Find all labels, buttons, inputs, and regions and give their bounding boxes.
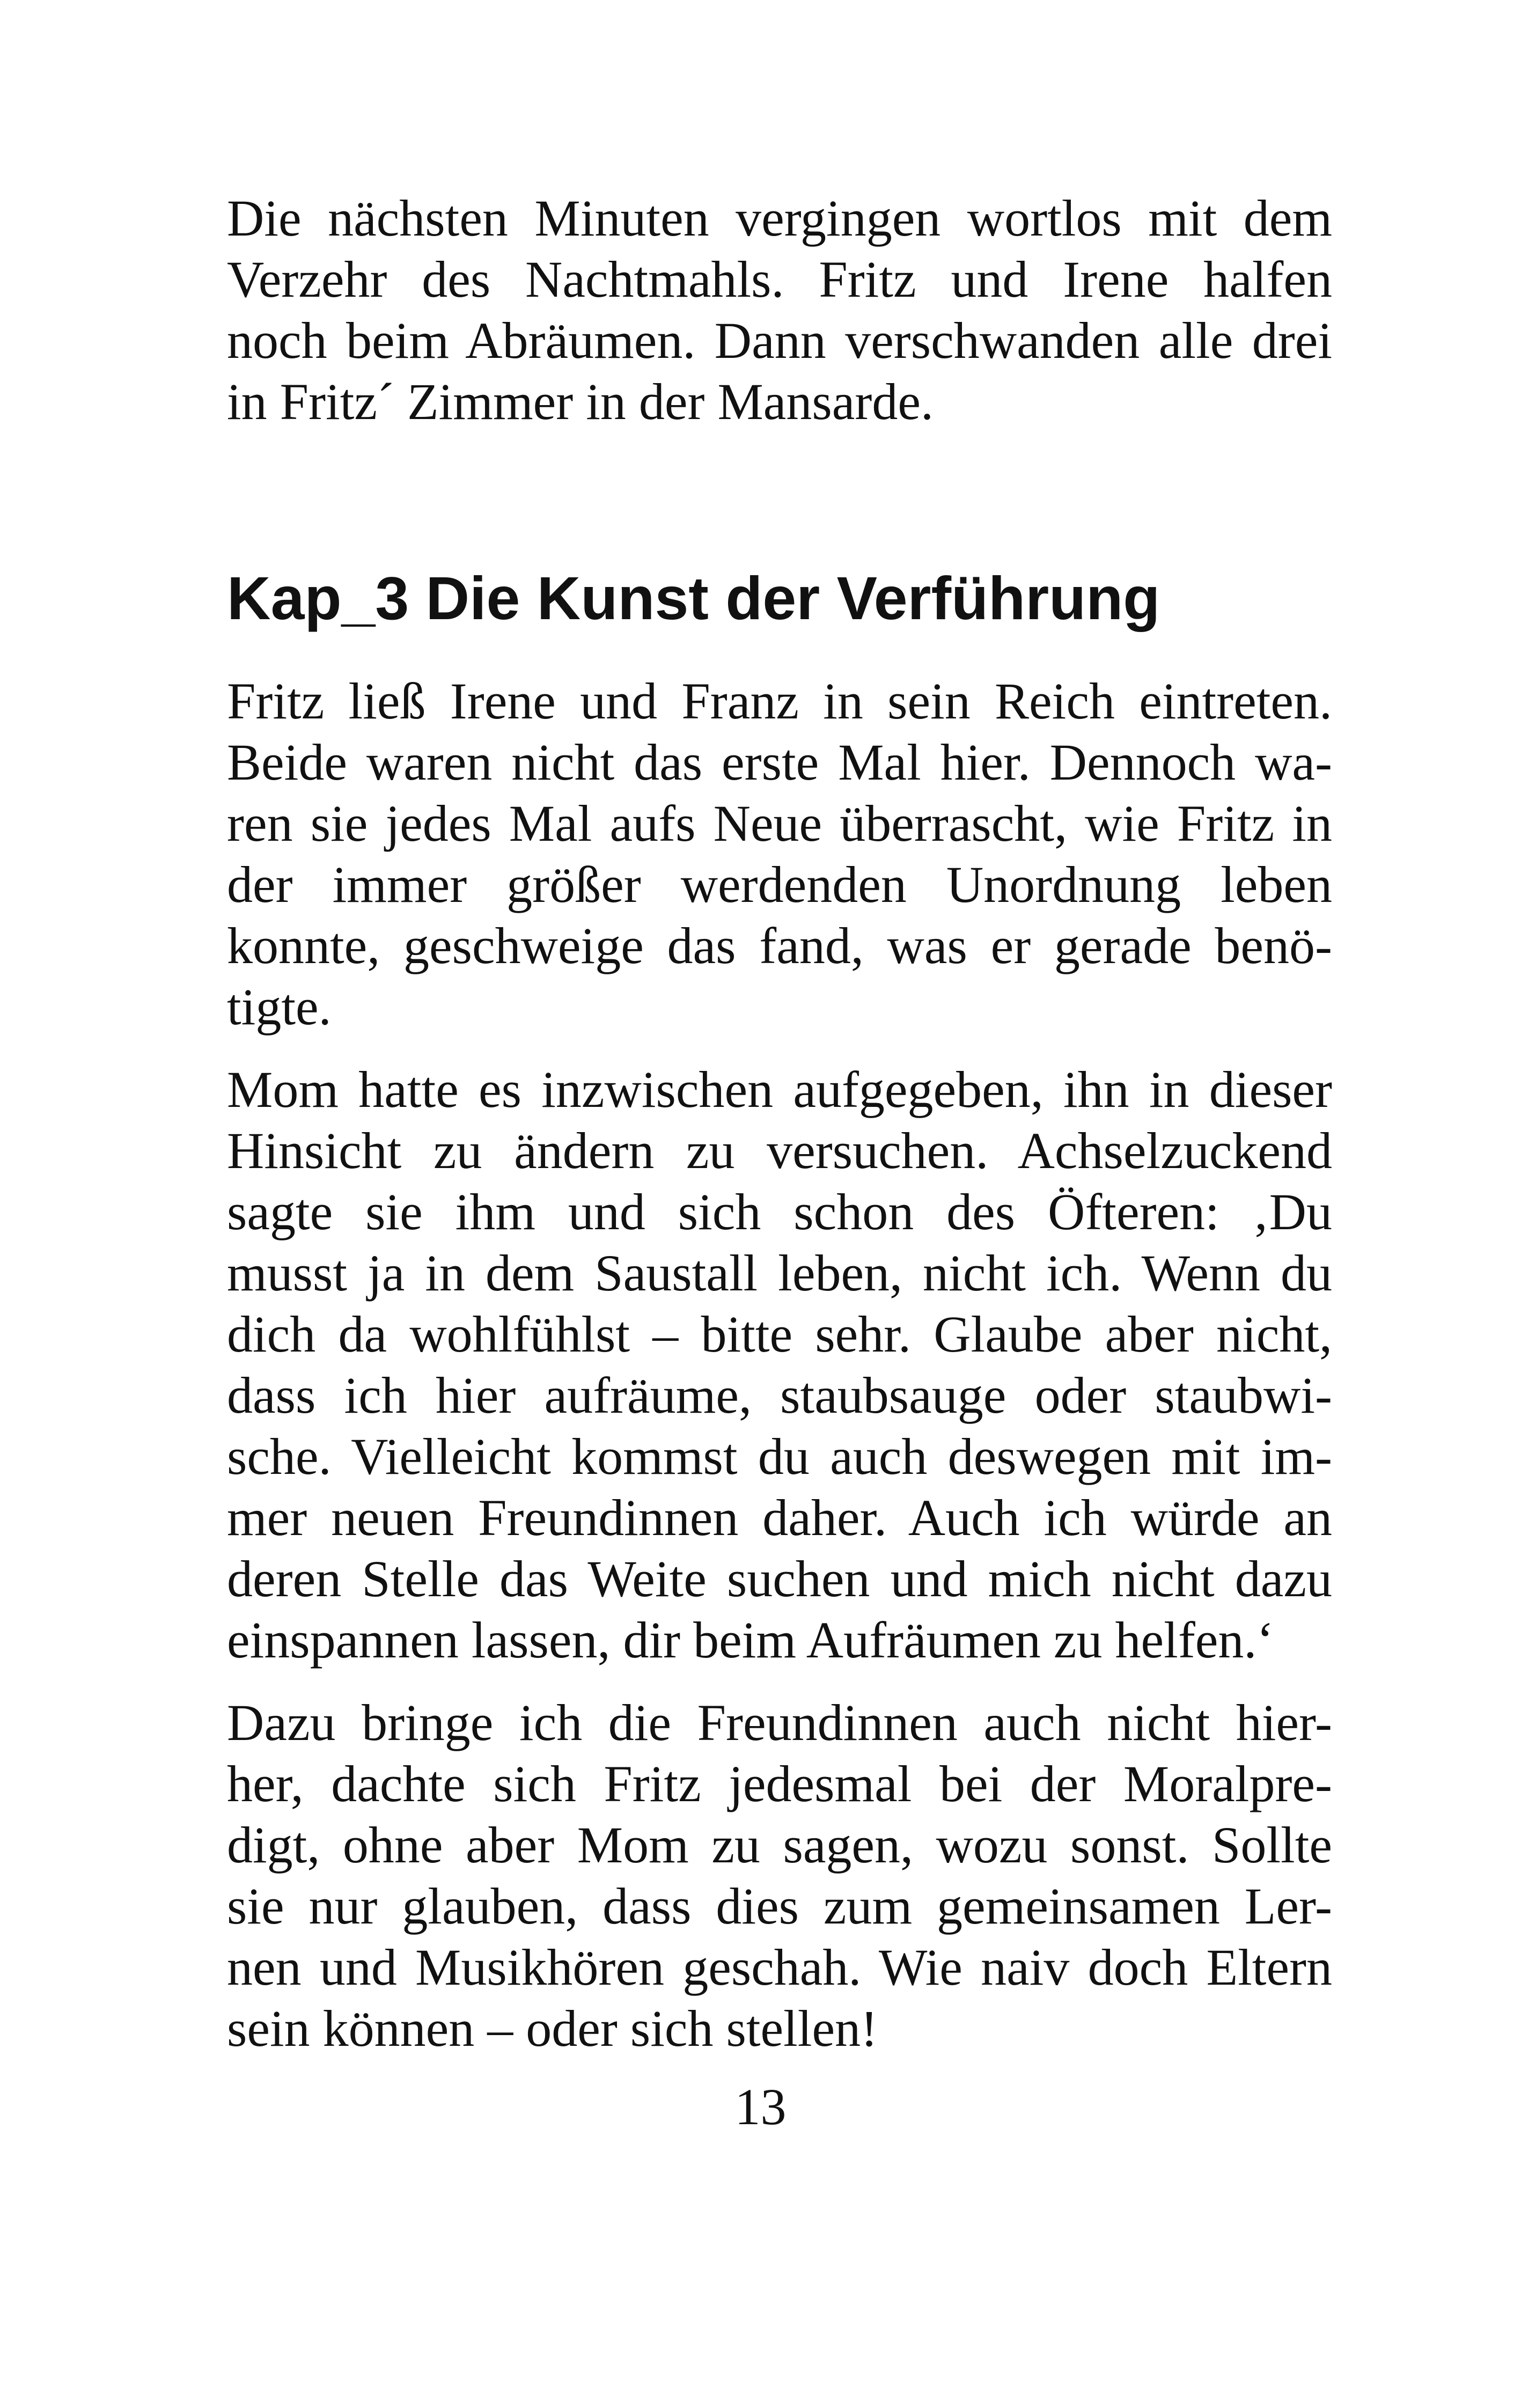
text-line: Hinsicht zu ändern zu versuchen. Achselzuckend — [227, 1122, 1332, 1179]
text-line: dass ich hier aufräume, staubsauge oder staubwi- — [227, 1367, 1332, 1424]
chapter-heading: Kap_3 Die Kunst der Verführung — [227, 564, 1160, 632]
paragraph-1 — [227, 671, 1332, 1038]
text-line: einspannen lassen, dir beim Aufräumen zu helfen.‘ — [227, 1611, 1274, 1669]
text-line: musst ja in dem Saustall leben, nicht ich. Wenn du — [227, 1244, 1332, 1302]
page-number: 13 — [734, 2078, 787, 2135]
paragraph-2 — [227, 1059, 1332, 1671]
text-line: her, dachte sich Fritz jedesmal bei der Moralpre- — [227, 1755, 1332, 1812]
text-line: konnte, geschweige das fand, was er gerade benö- — [227, 917, 1332, 974]
text-line: sagte sie ihm und sich schon des Öfteren: ‚Du — [227, 1183, 1332, 1240]
text-line: Beide waren nicht das erste Mal hier. Dennoch wa- — [227, 733, 1332, 791]
text-line: ren sie jedes Mal aufs Neue überrascht, wie Fritz in — [227, 795, 1332, 852]
text-line: digt, ohne aber Mom zu sagen, wozu sonst. Sollte — [227, 1816, 1332, 1874]
text-line: Die nächsten Minuten vergingen wortlos mit dem — [227, 189, 1332, 247]
text-line: in Fritz´ Zimmer in der Mansarde. — [227, 373, 934, 430]
paragraph-3 — [227, 1692, 1332, 2059]
text-line: sie nur glauben, dass dies zum gemeinsamen Ler- — [227, 1877, 1332, 1935]
text-line: sche. Vielleicht kommst du auch deswegen mit im- — [227, 1428, 1332, 1485]
text-line: nen und Musikhören geschah. Wie naiv doch Eltern — [227, 1939, 1332, 1996]
intro-paragraph — [227, 188, 1332, 432]
text-line: Verzehr des Nachtmahls. Fritz und Irene halfen — [227, 251, 1332, 308]
chapter-body — [227, 671, 1332, 2059]
text-line: Mom hatte es inzwischen aufgegeben, ihn in dieser — [227, 1061, 1332, 1118]
text-line: der immer größer werdenden Unordnung leben — [227, 856, 1332, 913]
text-line: Fritz ließ Irene und Franz in sein Reich eintreten. — [227, 672, 1332, 730]
text-line: noch beim Abräumen. Dann verschwanden alle drei — [227, 312, 1332, 369]
text-line: deren Stelle das Weite suchen und mich nicht dazu — [227, 1550, 1332, 1607]
text-line: mer neuen Freundinnen daher. Auch ich würde an — [227, 1489, 1332, 1546]
text-line: Dazu bringe ich die Freundinnen auch nicht hier- — [227, 1694, 1332, 1751]
text-line: sein können – oder sich stellen! — [227, 2000, 878, 2057]
text-line: dich da wohlfühlst – bitte sehr. Glaube aber nicht, — [227, 1305, 1332, 1363]
text-line: tigte. — [227, 978, 332, 1036]
